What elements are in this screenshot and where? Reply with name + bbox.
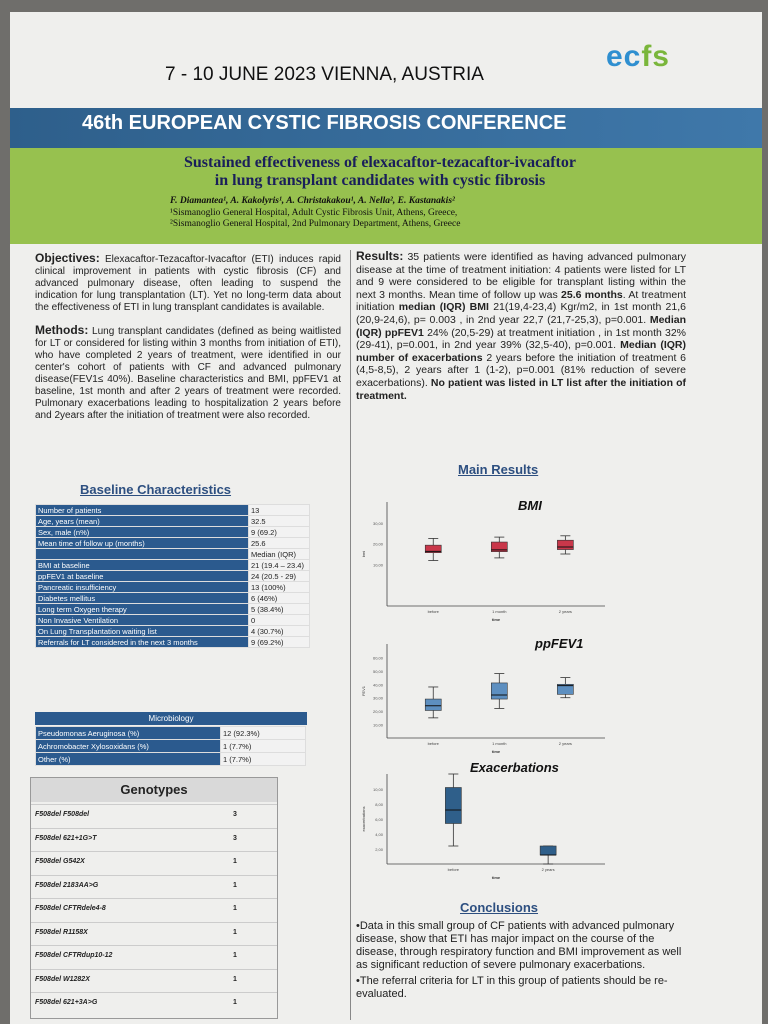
baseline-value: 24 (20.5 - 29)	[249, 571, 310, 582]
baseline-value: 13 (100%)	[249, 582, 310, 593]
y-tick-label: 20,00	[372, 709, 383, 715]
conclusions-heading: Conclusions	[460, 900, 539, 915]
box	[557, 540, 573, 549]
column-divider	[350, 250, 351, 1020]
genotype-label: F508del G542X	[35, 858, 85, 865]
box	[491, 683, 507, 699]
microbiology-value: 1 (7.7%)	[221, 740, 306, 753]
x-axis-label: time	[491, 875, 501, 880]
baseline-row	[36, 637, 310, 648]
y-tick-label: 20,00	[372, 541, 383, 547]
y-tick-label: 50,00	[372, 668, 383, 674]
y-tick-label: 10,00	[372, 787, 383, 792]
box	[540, 846, 556, 855]
fev-chart-title: ppFEV1	[535, 636, 584, 651]
baseline-row	[36, 604, 310, 615]
genotype-row	[31, 851, 277, 874]
x-tick-label: 1 month	[492, 609, 507, 614]
genotype-label: F508del CFTRdup10-12	[35, 952, 113, 959]
genotype-row	[31, 828, 277, 851]
genotype-count: 1	[233, 999, 237, 1006]
genotype-count: 3	[233, 811, 237, 818]
y-tick-label: 2,00	[375, 847, 383, 852]
dates-location: 7 - 10 JUNE 2023 VIENNA, AUSTRIA	[165, 64, 484, 85]
baseline-label: Age, years (mean)	[36, 516, 249, 527]
genotype-label: F508del CFTRdele4-8	[35, 905, 106, 912]
baseline-table	[35, 504, 310, 648]
baseline-label: Pancreatic insufficiency	[36, 582, 249, 593]
methods: Methods: Lung transplant candidates (defined as being waitlisted for LT or considered for listing within 3 months from initiation of ETI), who have completed 2 years of treatment, were identified in our center's cohort of patients with CF and advanced pulmonary disease(FEV1≤ 40%). Baseline characteristics and BMI, ppFEV1 at baseline, 1st month and after 2 years of treatment were recorded. Pulmonary exacerbations leading to hospitalization 2 years before and 2years after the initiation of treatment were also recorded.	[35, 323, 342, 421]
affiliation-2: ²Sismanoglio General Hospital, 2nd Pulmonary Department, Athens, Greece	[170, 219, 461, 229]
x-axis-label: time	[491, 617, 501, 622]
genotype-count: 1	[233, 975, 237, 983]
microbiology-heading: Microbiology	[35, 712, 307, 725]
genotype-label: F508del 2183AA>G	[35, 881, 99, 889]
baseline-label: Diabetes mellitus	[36, 593, 249, 604]
genotype-label: F508del R1158X	[35, 928, 88, 936]
baseline-row	[36, 626, 310, 637]
microbiology-label: Pseudomonas Aeruginosa (%)	[36, 727, 221, 740]
genotype-count: 1	[233, 952, 237, 959]
microbiology-label: Other (%)	[36, 753, 221, 766]
baseline-label	[36, 549, 249, 560]
y-tick-label: 30,00	[372, 695, 383, 701]
microbiology-table	[35, 726, 306, 766]
baseline-label: Sex, male (n%)	[36, 527, 249, 538]
microbiology-label: Achromobacter Xylosoxidans (%)	[36, 740, 221, 753]
objectives: Objectives: Elexacaftor-Tezacaftor-Ivacaftor (ETI) induces rapid clinical improvement in patients with cystic fibrosis (CF) and advanced pulmonary disease, often leading to suspend the indication for lung transplantation (LT). Yet no long-term data about the effectiveness of ETI in lung transplant candidates is available.	[35, 251, 341, 313]
x-tick-label: 2 years	[541, 867, 555, 872]
baseline-value: 0	[249, 615, 310, 626]
baseline-row	[36, 538, 310, 549]
baseline-value: Median (IQR)	[249, 549, 310, 560]
microbiology-row	[36, 740, 306, 753]
baseline-label: Referrals for LT considered in the next 3 months	[36, 637, 249, 648]
y-tick-label: 10,00	[372, 562, 383, 568]
genotypes-table	[30, 777, 278, 1019]
authors: F. Diamantea¹, A. Kakolyris¹, A. Christakakou¹, A. Nella², E. Kastanakis²	[170, 196, 455, 206]
genotype-row	[31, 804, 277, 827]
box	[445, 788, 461, 824]
x-tick-label: 2 years	[558, 609, 572, 614]
baseline-value: 4 (30.7%)	[249, 626, 310, 637]
baseline-row	[36, 582, 310, 593]
baseline-row	[36, 615, 310, 626]
genotype-label: F508del 621+1G>T	[35, 834, 97, 842]
bmi-chart-title: BMI	[518, 498, 542, 513]
results-text: Results: 35 patients were identified as having advanced pulmonary disease at the time of treatment initiation: 4 patients were listed for LT and 9 were considered to be eligible for transplant listing within the next 3 months. Mean time of follow up was 25.6 months. At treatment initiation median (IQR) BMI 21(19,4-23,4) Kgr/m2, in 1st month 21,6 (20,9-24,6), p= 0.003 , in 2nd year 22,7 (21,7-25,3), p=0.001. Median (IQR) ppFEV1 24% (20,5-29) at treatment initiation , in 1st month 32% (29-41), p=0.001, in 2nd year 39% (32,5-40), p=0.001. Median (IQR) number of exacerbations 2 years before the initiation of treatment 6 (4,5-8,5), 2 years after 1 (1-2), p=0.001 (81% reduction of severe exacerbations). No patient was listed in LT list after the initiation of treatment.	[356, 249, 687, 402]
y-axis-label: exacerbations	[361, 806, 366, 832]
x-tick-label: 1 month	[492, 741, 507, 746]
x-axis-label: time	[491, 749, 501, 754]
x-tick-label: before	[427, 609, 439, 614]
genotype-count: 1	[233, 881, 237, 889]
genotypes-heading: Genotypes	[31, 778, 277, 802]
y-tick-label: 8,00	[375, 802, 383, 807]
genotype-label: F508del W1282X	[35, 975, 90, 983]
paper-title: Sustained effectiveness of elexacaftor-tezacaftor-ivacaftor in lung transplant candidates with cystic fibrosis	[184, 154, 576, 189]
y-tick-label: 4,00	[375, 832, 383, 837]
y-tick-label: 10,00	[372, 722, 383, 728]
exacerbations-chart	[355, 762, 615, 888]
baseline-value: 9 (69.2)	[249, 527, 310, 538]
genotype-row	[31, 969, 277, 992]
genotype-label: F508del 621+3A>G	[35, 999, 98, 1006]
baseline-label: Number of patients	[36, 505, 249, 516]
baseline-label: ppFEV1 at baseline	[36, 571, 249, 582]
conference-banner	[10, 108, 762, 148]
x-tick-label: before	[427, 741, 439, 746]
y-tick-label: 30,00	[372, 520, 383, 526]
box	[425, 699, 441, 710]
authors-block	[170, 196, 690, 231]
baseline-value: 5 (38.4%)	[249, 604, 310, 615]
baseline-row	[36, 527, 310, 538]
baseline-label: On Lung Transplantation waiting list	[36, 626, 249, 637]
main-results-heading: Main Results	[458, 462, 539, 477]
baseline-label: Long term Oxygen therapy	[36, 604, 249, 615]
title-banner	[10, 148, 762, 244]
left-column	[35, 252, 341, 432]
genotype-count: 1	[233, 858, 237, 865]
genotype-row	[31, 875, 277, 898]
baseline-value: 21 (19.4 – 23.4)	[249, 560, 310, 571]
baseline-row	[36, 549, 310, 560]
baseline-value: 25.6	[249, 538, 310, 549]
baseline-label: Mean time of follow up (months)	[36, 538, 249, 549]
genotype-count: 1	[233, 928, 237, 936]
genotype-row	[31, 922, 277, 945]
microbiology-row	[36, 753, 306, 766]
genotype-row	[31, 898, 277, 921]
poster	[10, 12, 762, 1024]
baseline-row	[36, 593, 310, 604]
baseline-label: BMI at baseline	[36, 560, 249, 571]
ecfs-logo: ecfs	[605, 40, 670, 73]
y-tick-label: 40,00	[372, 682, 383, 688]
baseline-row	[36, 571, 310, 582]
affiliation-1: ¹Sismanoglio General Hospital, Adult Cystic Fibrosis Unit, Athens, Greece,	[170, 207, 458, 218]
baseline-row	[36, 516, 310, 527]
x-tick-label: before	[447, 867, 460, 872]
y-tick-label: 6,00	[375, 817, 383, 822]
conclusions	[356, 920, 684, 1004]
genotype-count: 1	[233, 905, 237, 912]
baseline-value: 6 (46%)	[249, 593, 310, 604]
conference-title: 46th EUROPEAN CYSTIC FIBROSIS CONFERENCE	[82, 112, 567, 134]
baseline-row	[36, 505, 310, 516]
genotype-row	[31, 992, 277, 1015]
microbiology-value: 12 (92.3%)	[221, 727, 306, 740]
genotype-row	[31, 945, 277, 968]
y-axis-label: FEV1	[361, 685, 366, 697]
baseline-value: 32.5	[249, 516, 310, 527]
y-axis-label: bmi	[361, 550, 366, 558]
baseline-label: Non Invasive Ventilation	[36, 615, 249, 626]
microbiology-row	[36, 727, 306, 740]
y-tick-label: 60,00	[372, 655, 383, 661]
baseline-heading: Baseline Characteristics	[80, 482, 232, 497]
ppfev1-chart	[355, 632, 615, 762]
conclusion-2: •The referral criteria for LT in this group of patients should be re-evaluated.	[356, 975, 668, 1000]
baseline-value: 13	[249, 505, 310, 516]
baseline-value: 9 (69.2%)	[249, 637, 310, 648]
genotype-label: F508del F508del	[35, 811, 90, 818]
bmi-chart	[355, 490, 615, 630]
baseline-row	[36, 560, 310, 571]
x-tick-label: 2 years	[558, 741, 572, 746]
genotype-count: 3	[233, 834, 237, 842]
conclusion-1: •Data in this small group of CF patients with advanced pulmonary disease, show that ETI has major impact on the course of the disease, through respiratory function and BMI improvement as well as significant reduction of severe pulmonary exacerbations.	[356, 920, 682, 971]
exacerbations-chart-title: Exacerbations	[470, 760, 559, 775]
microbiology-value: 1 (7.7%)	[221, 753, 306, 766]
